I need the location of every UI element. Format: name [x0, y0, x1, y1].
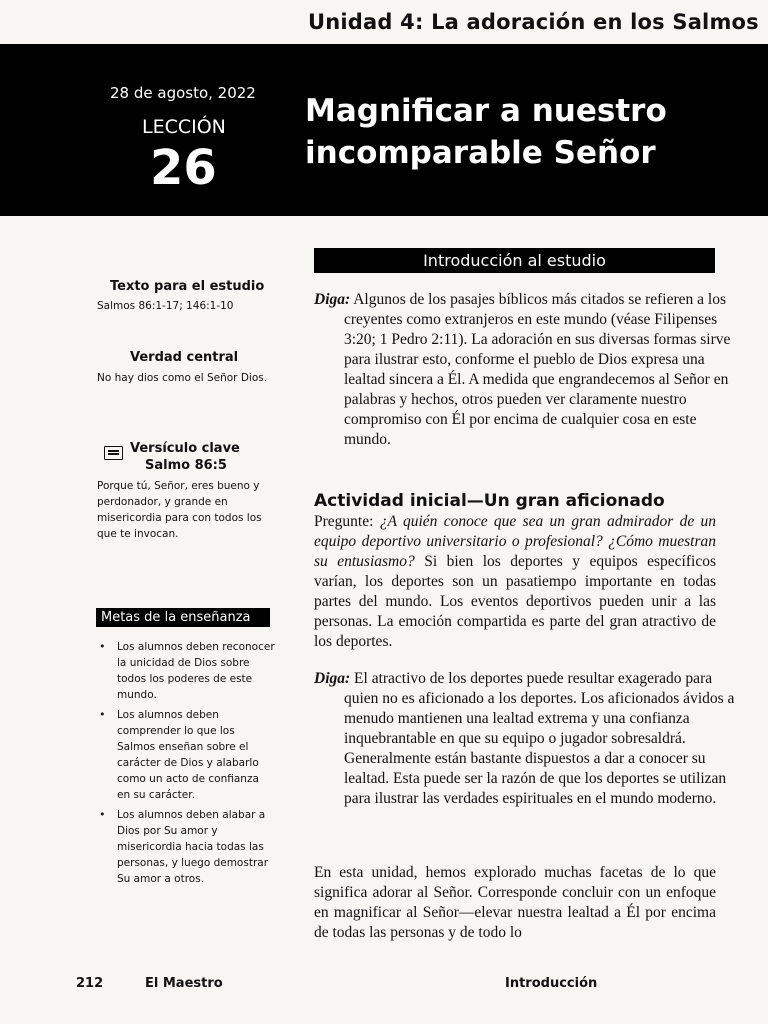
lesson-date: 28 de agosto, 2022: [110, 84, 256, 102]
intro-paragraph: [314, 290, 746, 450]
unit-title: Unidad 4: La adoración en los Salmos: [308, 10, 759, 34]
section-name: Introducción: [505, 976, 598, 991]
key-verse-text: Porque tú, Señor, eres bueno y perdonador, y grande en misericordia para con todos los que te invocan.: [97, 480, 262, 540]
publication-name: El Maestro: [145, 976, 223, 991]
key-verse-ref: Salmo 86:5: [145, 458, 227, 473]
lesson-label: LECCIÓN: [142, 116, 226, 138]
lesson-title-line1: Magnificar a nuestro: [305, 93, 667, 129]
study-text: Salmos 86:1-17; 146:1-10: [97, 300, 234, 312]
lesson-title-line2: incomparable Señor: [305, 135, 656, 171]
goal-item: • Los alumnos deben comprender lo que los Salmos enseñan sobre el carácter de Dios y alabarlo como un acto de confianza en su carácter.: [97, 707, 275, 803]
ask-label: Pregunte:: [314, 513, 374, 530]
study-text-heading: Texto para el estudio: [110, 279, 265, 294]
book-screen-icon: [104, 446, 123, 460]
goal-item: • Los alumnos deben alabar a Dios por Su amor y misericordia hacia todas las personas, y luego demostrar Su amor a otros.: [97, 807, 275, 887]
central-truth-heading: Verdad central: [130, 350, 239, 365]
say-label: Diga:: [314, 670, 351, 687]
goals-heading: Metas de la enseñanza: [96, 608, 270, 627]
lesson-number: 26: [150, 140, 217, 196]
say-label: Diga:: [314, 291, 351, 308]
lesson-banner: [0, 44, 768, 216]
activity-text: Si bien los deportes y equipos específicos varían, los deportes son un pasatiempo importante en todas partes del mundo. Los eventos deportivos pueden unir a las personas. La emoción compartida es parte del gran atractivo de los deportes.: [314, 553, 716, 650]
central-truth-text: No hay dios como el Señor Dios.: [97, 372, 268, 384]
ask-question: ¿A quién conoce que sea un gran admirador de un equipo deportivo universitario o profesional? ¿Cómo muestran su entusiasmo?: [314, 513, 717, 570]
page-number: 212: [76, 976, 104, 991]
activity-paragraph: [314, 512, 716, 652]
key-verse-heading: Versículo clave: [130, 441, 240, 456]
sports-paragraph: [314, 669, 746, 809]
intro-text: Algunos de los pasajes bíblicos más citados se refieren a los creyentes como extranjeros en este mundo (véase Filipenses 3:20; 1 Pedro 2:11). La adoración en sus diversas formas sirve para ilustrar esto, conforme el pueblo de Dios expresa una lealtad sincera a Él. A medida que engrandecemos al Señor en palabras y hechos, otros pueden ver claramente nuestro compromiso con Él por encima de cualquier cosa en este mundo.: [344, 291, 731, 448]
intro-heading: Introducción al estudio: [314, 248, 715, 273]
goal-item: • Los alumnos deben reconocer la unicidad de Dios sobre todos los poderes de este mundo.: [97, 639, 275, 703]
activity-heading: Actividad inicial—Un gran aficionado: [314, 491, 665, 511]
sports-text: El atractivo de los deportes puede resultar exagerado para quien no es aficionado a los deportes. Los aficionados ávidos a menudo mantienen una lealtad extrema y una confianza inquebrantable en que su equipo o jugador sobresaldrá. Generalmente están bastante dispuestos a dar a conocer su lealtad. Esta puede ser la razón de que los deportes se utilizan para ilustrar las verdades espirituales en el mundo moderno.: [344, 670, 735, 807]
lesson-title: [305, 90, 745, 174]
unit-paragraph: En esta unidad, hemos explorado muchas facetas de lo que significa adorar al Señor. Corresponde concluir con un enfoque en magnificar al Señor—elevar nuestra lealtad a Él por encima de todas las personas y de todo lo: [314, 864, 716, 941]
goals-list: [97, 639, 275, 891]
